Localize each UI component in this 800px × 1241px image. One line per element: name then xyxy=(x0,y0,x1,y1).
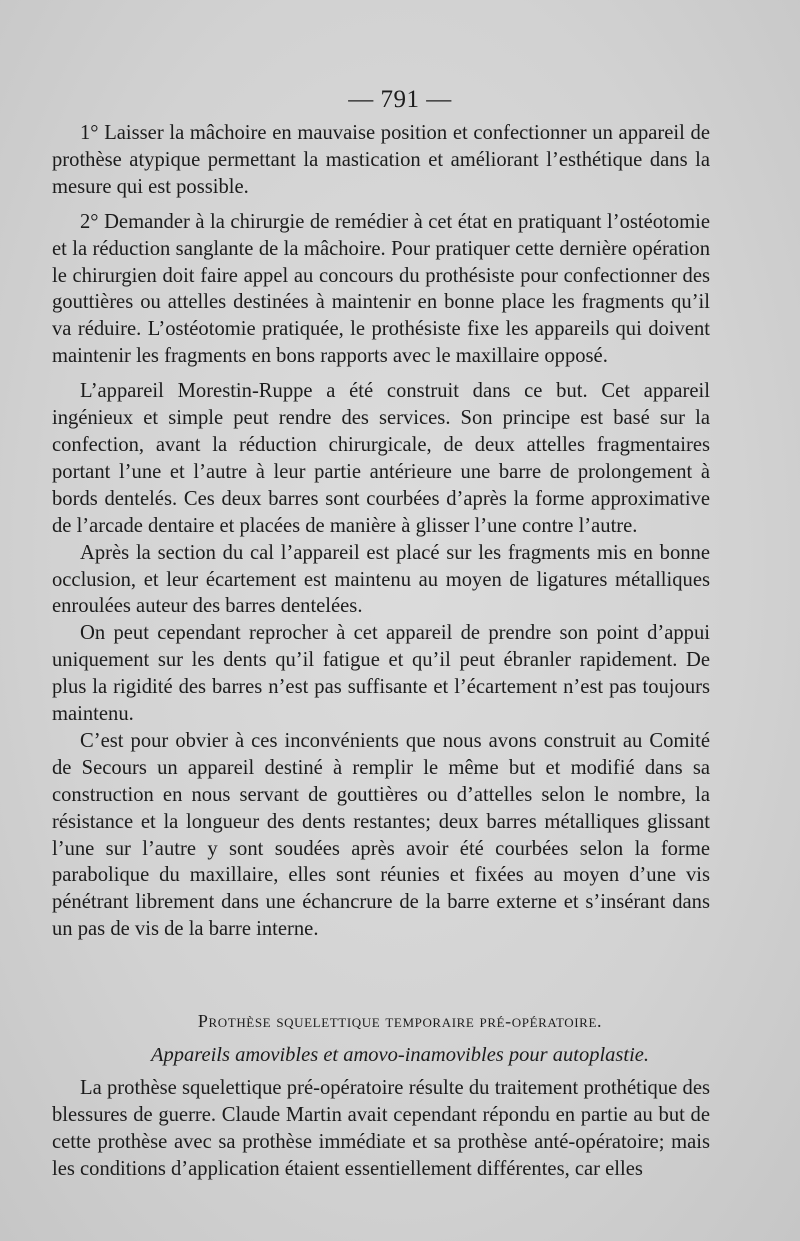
paragraph-section-du-cal: Après la section du cal l’appareil est placé sur les fragments mis en bonne occlusion, et leur écartement est maintenu au moyen de ligatures métalliques enroulées auteur des barres dentelées. xyxy=(52,541,710,618)
paragraph-reproche: On peut cependant reprocher à cet appareil de prendre son point d’appui uniquement sur les dents qu’il fatigue et qu’il peut ébranler rapidement. De plus la rigidité des barres n’est pas suffisante et l’écartement n’est pas toujours maintenu. xyxy=(52,622,710,726)
paragraph-comite-de-secours: C’est pour obvier à ces inconvénients que nous avons construit au Comité de Secours un appareil destiné à remplir le même but et modifié dans sa construction en nous servant de gouttières ou d’attelles selon le nombre, la résistance et la longueur des dents restantes; deux barres métalliques glissant l’une sur l’autre y sont soudées après avoir été courbées selon la forme parabolique du maxillaire, elles sont réunies et fixées au moyen d’une vis pénétrant librement dans une échancrure de la barre externe et s’insérant dans un pas de vis de la barre interne. xyxy=(52,729,710,941)
paragraph-prothese-squelettique: La prothèse squelettique pré-opératoire résulte du traitement prothétique des blessures de guerre. Claude Martin avait cependant répondu en partie au but de cette prothèse avec sa prothèse immédiate et sa prothèse anté-opératoire; mais les conditions d’application étaient essentiellement différentes, car elles xyxy=(52,1077,710,1180)
section-subtitle: Appareils amovibles et amovo-inamovibles pour autoplastie. xyxy=(150,1044,649,1066)
section-title xyxy=(0,1011,800,1032)
paragraph-option-1: 1° Laisser la mâchoire en mauvaise position et confectionner un appareil de prothèse atypique permettant la mastication et améliorant l’esthétique dans la mesure qui est possible. xyxy=(52,122,710,198)
section-title-text: Prothèse squelettique temporaire pré-opératoire. xyxy=(197,1011,603,1031)
page-number: — 791 — xyxy=(348,86,452,113)
closing-text-block xyxy=(52,1075,710,1183)
main-text-block xyxy=(52,120,710,943)
paragraph-option-2: 2° Demander à la chirurgie de remédier à cet état en pratiquant l’ostéotomie et la réduction sanglante de la mâchoire. Pour pratiquer cette dernière opération le chirurgien doit faire appel au concours du prothésiste pour confectionner des gouttières ou attelles destinées à maintenir en bonne place les fragments qu’il va réduire. L’ostéotomie pratiquée, le prothésiste fixe les appareils qui doivent maintenir les fragments en bons rapports avec le maxillaire opposé. xyxy=(52,210,710,368)
paragraph-morestin-ruppe: L’appareil Morestin-Ruppe a été construit dans ce but. Cet appareil ingénieux et simple peut rendre des services. Son principe est basé sur la confection, avant la réduction chirurgicale, de deux attelles fragmentaires portant l’une et l’autre à leur partie antérieure une barre de prolongement à bords dentelés. Ces deux barres sont courbées d’après la forme approximative de l’arcade dentaire et placées de manière à glisser l’une contre l’autre. xyxy=(52,380,710,537)
